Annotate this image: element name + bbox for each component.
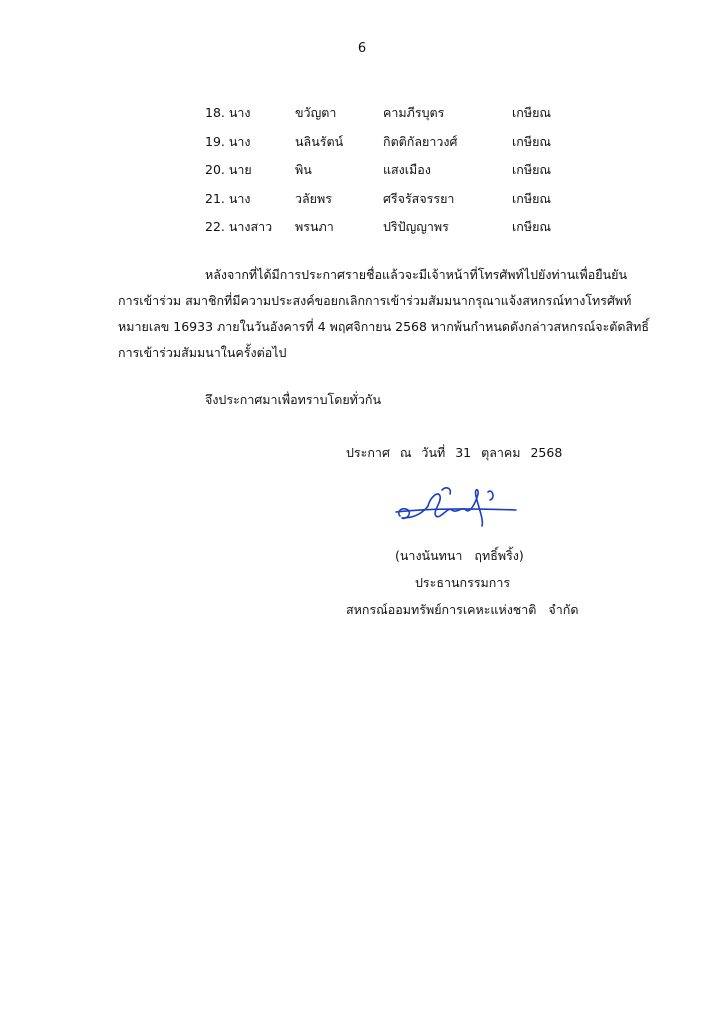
list-item xyxy=(205,189,605,218)
paragraph-line: หมายเลข 16933 ภายในวันอังคารที่ 4 พฤศจิกายน 2568 หากพ้นกำหนดดังกล่าวสหกรณ์จะตัดสิทธิ์ xyxy=(118,319,650,334)
member-title: 20. นาย xyxy=(205,162,252,177)
closing-statement: จึงประกาศมาเพื่อทราบโดยทั่วกัน xyxy=(205,392,382,407)
member-status: เกษียณ xyxy=(512,190,552,206)
paragraph-line: การเข้าร่วมสัมมนาในครั้งต่อไป xyxy=(118,345,287,360)
member-first-name: วลัยพร xyxy=(295,190,332,206)
member-last-name: กิตติกัลยาวงศ์ xyxy=(383,133,458,149)
handwritten-signature xyxy=(392,476,522,531)
member-last-name: คามภีรบุตร xyxy=(383,105,445,120)
member-title: 19. นาง xyxy=(205,133,251,149)
list-item xyxy=(205,160,605,189)
organization-name: สหกรณ์ออมทรัพย์การเคหะแห่งชาติ จำกัด xyxy=(346,602,579,617)
signature-stroke xyxy=(488,491,493,500)
signature-stroke xyxy=(442,488,450,494)
member-title: 21. นาง xyxy=(205,190,251,206)
member-status: เกษียณ xyxy=(512,133,552,149)
list-item xyxy=(205,132,605,161)
member-title: 18. นาง xyxy=(205,105,251,120)
member-status: เกษียณ xyxy=(512,162,552,177)
signature-stroke xyxy=(399,506,428,518)
paragraph-line: การเข้าร่วม สมาชิกที่มีความประสงค์ขอยกเลิกการเข้าร่วมสัมมนากรุณาแจ้งสหกรณ์ทางโทรศัพท์ xyxy=(118,293,632,308)
announcement-paragraph xyxy=(118,262,650,366)
list-item xyxy=(205,217,605,246)
member-last-name: ปริปัญญาพร xyxy=(383,219,449,234)
announcement-date: ประกาศ ณ วันที่ 31 ตุลาคม 2568 xyxy=(346,445,563,460)
member-last-name: แสงเมือง xyxy=(383,162,431,177)
list-item xyxy=(205,103,605,132)
page-number: 6 xyxy=(357,41,367,56)
member-first-name: นลินรัตน์ xyxy=(295,133,344,149)
signature-stroke xyxy=(428,494,452,517)
paragraph-line: หลังจากที่ได้มีการประกาศรายชื่อแล้วจะมีเจ้าหน้าที่โทรศัพท์ไปยังท่านเพื่อยืนยัน xyxy=(205,267,627,282)
member-last-name: ศรีจรัสจรรยา xyxy=(383,190,455,206)
retiree-list xyxy=(205,103,605,246)
signer-position: ประธานกรรมการ xyxy=(415,575,511,590)
signature-stroke xyxy=(452,490,482,526)
member-status: เกษียณ xyxy=(512,219,552,234)
member-title: 22. นางสาว xyxy=(205,219,273,234)
signer-name: (นางนันทนา ฤทธิ์พริ้ง) xyxy=(395,548,524,563)
member-first-name: พรนภา xyxy=(295,219,334,234)
member-first-name: ขวัญตา xyxy=(295,105,337,120)
member-first-name: พิน xyxy=(295,162,312,177)
member-status: เกษียณ xyxy=(512,105,552,120)
